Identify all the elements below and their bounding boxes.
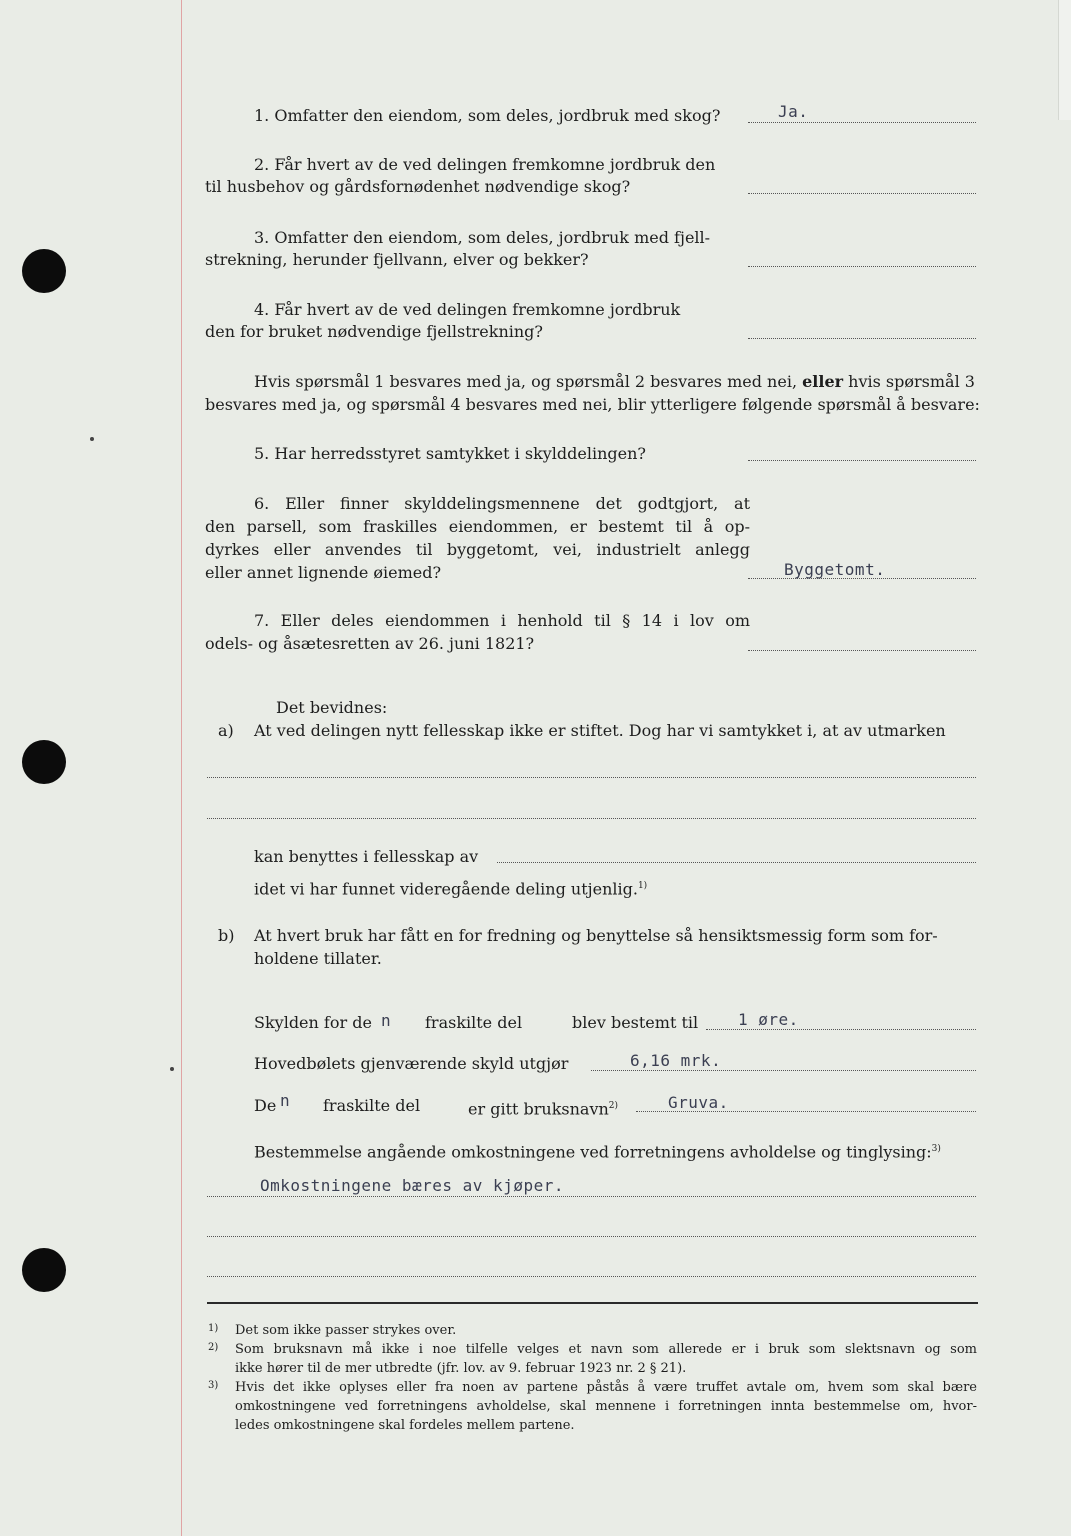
punch-hole xyxy=(22,249,66,293)
bestemmelse-line-3 xyxy=(207,1276,976,1277)
bestemmelse-text: Bestemmelse angående omkostningene ved forretningens avholdelse og tinglysing: xyxy=(254,1142,932,1162)
margin-line xyxy=(181,0,182,1536)
bestemmelse-line-2 xyxy=(207,1236,976,1237)
condition-bold-word: eller xyxy=(802,372,844,391)
item-b-line2: holdene tillater. xyxy=(254,949,382,968)
punch-hole xyxy=(22,740,66,784)
kan-benyttes-line xyxy=(497,862,976,863)
question-6-line4: eller annet lignende øiemed? xyxy=(205,563,442,582)
bruksnavn-note: 2) xyxy=(608,1101,619,1111)
footnote-3-line2: omkostningene ved forretningens avholdelse, skal mennene i forretningen innta bestemmelse om, hvor- xyxy=(235,1399,977,1414)
blank-line-a2 xyxy=(207,818,976,819)
question-4-line2: den for bruket nødvendige fjellstrekning? xyxy=(205,322,543,341)
footnote-2-mark: 2) xyxy=(208,1342,219,1353)
question-1: 1. Omfatter den eiendom, som deles, jordbruk med skog? xyxy=(254,106,721,125)
skylden-value: 1 øre. xyxy=(738,1010,799,1029)
idet-line xyxy=(254,876,647,899)
answer-line-1 xyxy=(748,122,976,123)
bestemmelse-value: Omkostningene bæres av kjøper. xyxy=(260,1176,564,1195)
answer-line-3 xyxy=(748,266,976,267)
condition-line1-b: hvis spørsmål 3 xyxy=(848,372,975,391)
question-2-line1: 2. Får hvert av de ved delingen fremkomne jordbruk den xyxy=(254,155,716,174)
bruksnavn-n: n xyxy=(280,1091,291,1110)
speck xyxy=(170,1067,174,1071)
bruksnavn-label-c xyxy=(468,1096,618,1119)
answer-line-5 xyxy=(748,460,976,461)
footnote-2-line1: Som bruksnavn må ikke i noe tilfelle velges et navn som allerede er i bruk som slektsnavn og som xyxy=(235,1342,977,1357)
answer-1: Ja. xyxy=(778,102,809,121)
footnote-3-line1: Hvis det ikke oplyses eller fra noen av partene påstås å være truffet avtale om, hvem som skal bære xyxy=(235,1380,977,1395)
paper-edge xyxy=(1058,0,1071,120)
bestemmelse-note: 3) xyxy=(931,1144,941,1154)
bruksnavn-label-b: fraskilte del xyxy=(323,1096,421,1115)
footnote-1-line1: Det som ikke passer strykes over. xyxy=(235,1323,457,1338)
item-b-label: b) xyxy=(218,926,235,945)
answer-line-2 xyxy=(748,193,976,194)
answer-line-4 xyxy=(748,338,976,339)
blank-line-a1 xyxy=(207,777,976,778)
item-a-label: a) xyxy=(218,721,234,740)
footnote-3-mark: 3) xyxy=(208,1380,219,1391)
hovedbolet-label: Hovedbølets gjenværende skyld utgjør xyxy=(254,1054,569,1073)
question-5: 5. Har herredsstyret samtykket i skylddelingen? xyxy=(254,444,646,463)
footnote-2-line2: ikke hører til de mer utbredte (jfr. lov. av 9. februar 1923 nr. 2 § 21). xyxy=(235,1361,687,1376)
footnote-rule xyxy=(207,1302,978,1304)
bevidnes-title: Det bevidnes: xyxy=(276,698,388,717)
skylden-label-a: Skylden for de xyxy=(254,1013,372,1032)
speck xyxy=(90,437,94,441)
question-3-line2: strekning, herunder fjellvann, elver og bekker? xyxy=(205,250,589,269)
condition-line2: besvares med ja, og spørsmål 4 besvares med nei, blir ytterligere følgende spørsmål å besvare: xyxy=(205,395,980,414)
question-6-line1: 6. Eller finner skylddelingsmennene det godtgjort, at xyxy=(254,494,750,513)
answer-6: Byggetomt. xyxy=(784,560,886,579)
question-4-line1: 4. Får hvert av de ved delingen fremkomne jordbruk xyxy=(254,300,681,319)
skylden-n: n xyxy=(381,1011,392,1030)
kan-benyttes: kan benyttes i fellesskap av xyxy=(254,847,479,866)
bestemmelse-label xyxy=(254,1139,941,1162)
question-2-line2: til husbehov og gårdsfornødenhet nødvendige skog? xyxy=(205,177,631,196)
condition-line1-a: Hvis spørsmål 1 besvares med ja, og spørsmål 2 besvares med nei, xyxy=(254,372,798,391)
idet-note: 1) xyxy=(637,881,648,891)
question-7-line1: 7. Eller deles eiendommen i henhold til § 14 i lov om xyxy=(254,611,750,630)
punch-hole xyxy=(22,1248,66,1292)
footnote-1-mark: 1) xyxy=(208,1323,219,1334)
question-7-line2: odels- og åsætesretten av 26. juni 1821? xyxy=(205,634,535,653)
bruksnavn-label-c-text: er gitt bruksnavn xyxy=(468,1099,609,1119)
skylden-label-c: blev bestemt til xyxy=(572,1013,699,1032)
condition-line1 xyxy=(254,372,975,392)
bestemmelse-line-1 xyxy=(207,1196,976,1197)
skylden-label-b: fraskilte del xyxy=(425,1013,523,1032)
answer-line-7 xyxy=(748,650,976,651)
item-b-line1: At hvert bruk har fått en for fredning og benyttelse så hensiktsmessig form som for- xyxy=(254,926,938,945)
idet-text: idet vi har funnet videregående deling utjenlig. xyxy=(254,879,638,899)
bruksnavn-label-a: De xyxy=(254,1096,277,1115)
question-6-line3: dyrkes eller anvendes til byggetomt, vei, industrielt anlegg xyxy=(205,540,750,559)
hovedbolet-value: 6,16 mrk. xyxy=(630,1051,722,1070)
footnote-3-line3: ledes omkostningene skal fordeles mellem partene. xyxy=(235,1418,575,1433)
question-6-line2: den parsell, som fraskilles eiendommen, er bestemt til å op- xyxy=(205,517,750,536)
bruksnavn-value: Gruva. xyxy=(668,1093,729,1112)
item-a-text: At ved delingen nytt fellesskap ikke er stiftet. Dog har vi samtykket i, at av utmarken xyxy=(254,721,946,740)
question-3-line1: 3. Omfatter den eiendom, som deles, jordbruk med fjell- xyxy=(254,228,711,247)
